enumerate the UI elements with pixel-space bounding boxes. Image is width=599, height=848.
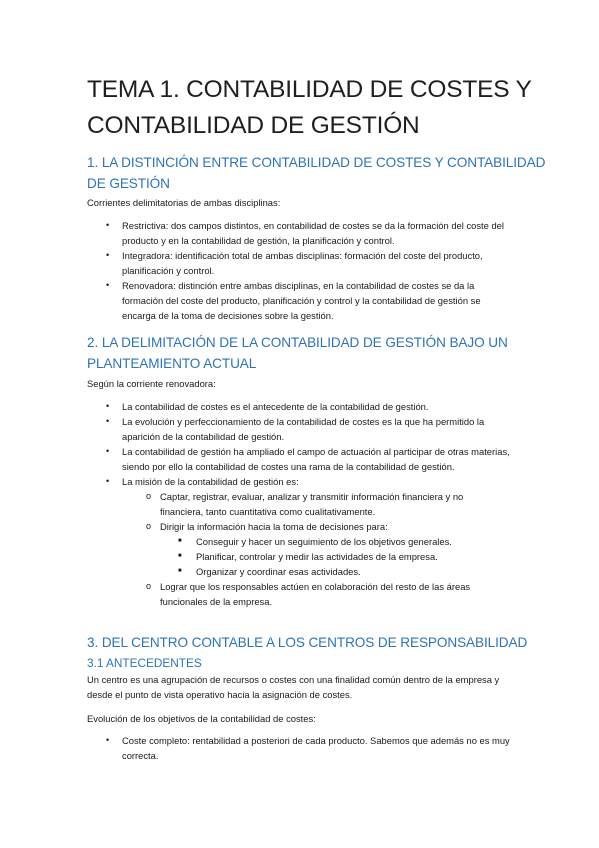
section-2-list bbox=[106, 399, 517, 609]
section-3-list bbox=[106, 733, 517, 763]
square-bullet-icon: ■ bbox=[178, 538, 182, 544]
bullet-icon: • bbox=[106, 280, 110, 290]
list-item: • Integradora: identificación total de ambas disciplinas: formación del coste del producto, planificación y control. bbox=[106, 250, 483, 276]
list-item: ■ Organizar y coordinar esas actividades. bbox=[178, 566, 361, 577]
list-item: • La contabilidad de costes es el antecedente de la contabilidad de gestión. bbox=[106, 401, 429, 412]
bullet-icon: • bbox=[106, 476, 110, 486]
section-3-1-heading: 3.1 ANTECEDENTES bbox=[87, 656, 202, 670]
list-item: • La evolución y perfeccionamiento de la contabilidad de costes es la que ha permitido la aparición de la contabilidad de gestión. bbox=[106, 416, 485, 442]
decision-sublist bbox=[178, 534, 496, 579]
section-3-para-2: Evolución de los objetivos de la contabilidad de costes: bbox=[87, 713, 316, 724]
list-item: • La contabilidad de gestión ha ampliado el campo de actuación al participar de otras materias, siendo por ello la contabilidad de costes una rama de la contabilidad de gestión. bbox=[106, 446, 510, 472]
list-item: • Restrictiva: dos campos distintos, en contabilidad de costes se da la formación del coste del producto y en la contabilidad de gestión, la planificación y control. bbox=[106, 220, 504, 246]
section-2-heading: 2. LA DELIMITACIÓN DE LA CONTABILIDAD DE GESTIÓN BAJO UN PLANTEAMIENTO ACTUAL bbox=[87, 335, 508, 371]
list-item: o Lograr que los responsables actúen en colaboración del resto de las áreas funcionales de la empresa. bbox=[146, 581, 471, 607]
list-item: ■ Planificar, controlar y medir las actividades de la empresa. bbox=[178, 551, 438, 562]
circle-bullet-icon: o bbox=[146, 491, 152, 501]
square-bullet-icon: ■ bbox=[178, 553, 182, 559]
section-1-list bbox=[106, 218, 517, 323]
list-item: • La misión de la contabilidad de gestión es: o Captar, registrar, evaluar, analizar y transmitir información financiera y no financiera, tanto cuantitativa como cualitativamente. o Dirigir la información hacia la toma de decisiones para: ■ Conseguir y hacer un seguimiento de los objetivos generales. ■ Planificar, controlar y medir las actividades de la empresa. ■ Organizar y coordinar esas actividades. o Lograr que los responsables actúen en colaboración del resto de las áreas funcionales de la empresa. bbox=[122, 474, 517, 609]
section-1-intro: Corrientes delimitatorias de ambas disciplinas: bbox=[87, 197, 281, 208]
bullet-icon: • bbox=[106, 416, 110, 426]
section-1-heading: 1. LA DISTINCIÓN ENTRE CONTABILIDAD DE COSTES Y CONTABILIDAD DE GESTIÓN bbox=[87, 155, 546, 191]
mission-sublist bbox=[146, 489, 500, 609]
bullet-icon: • bbox=[106, 220, 110, 230]
list-item: • Renovadora: distinción entre ambas disciplinas, en la contabilidad de costes se da la formación del coste del producto, planificación y control y la contabilidad de gestión se encarga de la toma de decisiones sobre la gestión. bbox=[106, 280, 481, 321]
circle-bullet-icon: o bbox=[146, 521, 152, 531]
bullet-icon: • bbox=[106, 401, 110, 411]
list-item: o Captar, registrar, evaluar, analizar y transmitir información financiera y no financiera, tanto cuantitativa como cualitativamente. bbox=[146, 491, 464, 517]
bullet-icon: • bbox=[106, 735, 110, 745]
bullet-icon: • bbox=[106, 250, 110, 260]
bullet-icon: • bbox=[106, 446, 110, 456]
list-item: o Dirigir la información hacia la toma de decisiones para: ■ Conseguir y hacer un seguimiento de los objetivos generales. ■ Planificar, controlar y medir las actividades de la empresa. ■ Organizar y coordinar esas actividades. bbox=[160, 519, 500, 579]
section-2-intro: Según la corriente renovadora: bbox=[87, 378, 216, 389]
section-3-heading: 3. DEL CENTRO CONTABLE A LOS CENTROS DE RESPONSABILIDAD bbox=[87, 635, 528, 650]
section-3-para-1: Un centro es una agrupación de recursos o costes con una finalidad común dentro de la empresa y desde el punto de vista operativo hacia la asignación de costes. bbox=[87, 674, 500, 700]
circle-bullet-icon: o bbox=[146, 581, 152, 591]
list-item: • Coste completo: rentabilidad a posteriori de cada producto. Sabemos que además no es muy correcta. bbox=[106, 735, 510, 761]
list-item: ■ Conseguir y hacer un seguimiento de los objetivos generales. bbox=[178, 536, 452, 547]
page-title: TEMA 1. CONTABILIDAD DE COSTES Y CONTABILIDAD DE GESTIÓN bbox=[87, 76, 532, 139]
square-bullet-icon: ■ bbox=[178, 568, 182, 574]
